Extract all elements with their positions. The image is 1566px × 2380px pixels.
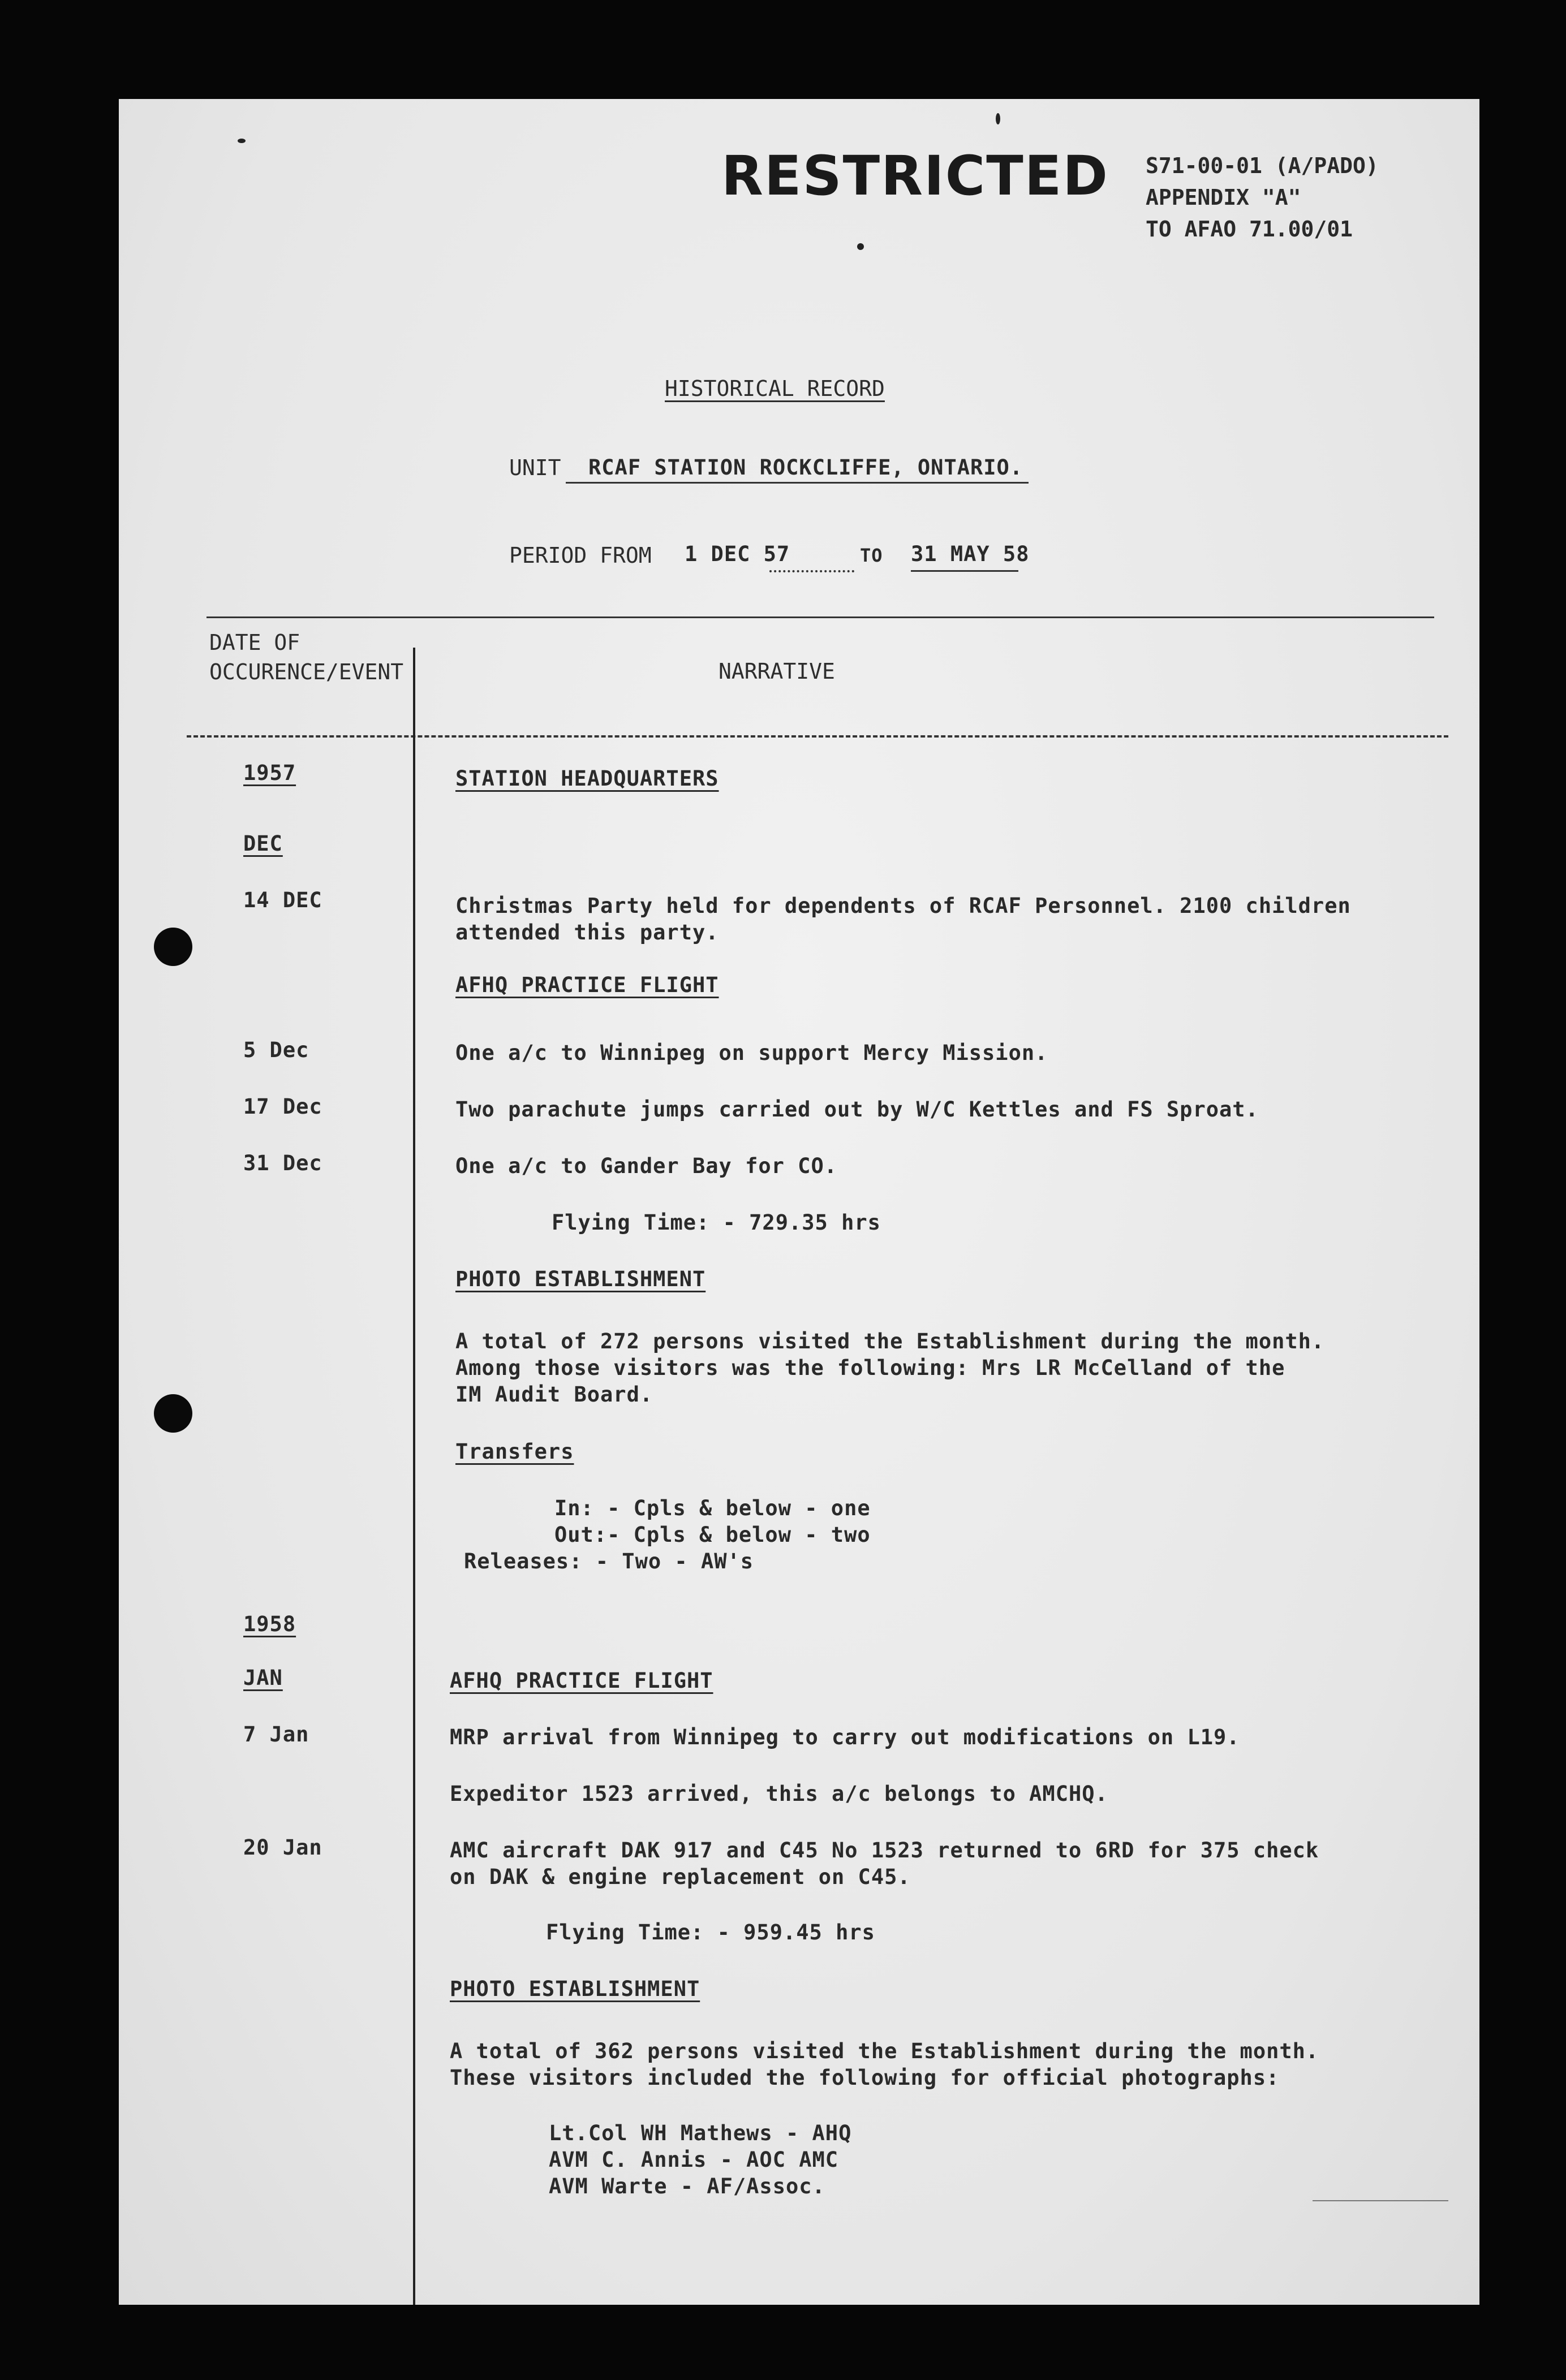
ref-line-3: TO AFAO 71.00/01 [1146, 217, 1353, 242]
visitors-line-2: Among those visitors was the following: Mrs LR McCelland of the [455, 1356, 1285, 1380]
period-from-underline [769, 570, 854, 572]
ink-speck [996, 113, 1000, 124]
period-from: 1 DEC 57 [685, 542, 790, 566]
document-page [119, 99, 1479, 2305]
flying-time-1: Flying Time: - 729.35 hrs [552, 1210, 881, 1235]
amc-aircraft-line-1: AMC aircraft DAK 917 and C45 No 1523 returned to 6RD for 375 check [450, 1838, 1319, 1862]
period-label: PERIOD FROM [509, 543, 652, 568]
section-photo-establishment-2: PHOTO ESTABLISHMENT [450, 1977, 700, 2001]
transfers-heading: Transfers [455, 1439, 574, 1464]
section-photo-establishment: PHOTO ESTABLISHMENT [455, 1267, 706, 1291]
visitor-person-2: AVM C. Annis - AOC AMC [549, 2148, 839, 2172]
visitors-2-line-2: These visitors included the following for official photographs: [450, 2066, 1280, 2090]
visitors-line-3: IM Audit Board. [455, 1382, 653, 1407]
visitors-2-line-1: A total of 362 persons visited the Establishment during the month. [450, 2039, 1319, 2063]
transfer-out: Out:- Cpls & below - two [554, 1523, 871, 1547]
table-top-rule [206, 616, 1434, 618]
visitor-person-3: AVM Warte - AF/Assoc. [549, 2174, 825, 2198]
column-divider [413, 648, 415, 2305]
period-to: 31 MAY 58 [911, 542, 1030, 566]
narrative-column-header: NARRATIVE [719, 659, 835, 684]
period-to-label: TO [860, 545, 883, 566]
visitors-line-1: A total of 272 persons visited the Establishment during the month. [455, 1329, 1325, 1353]
date-column-header [209, 628, 403, 687]
date-header-line-2: OCCURENCE/EVENT [209, 659, 404, 684]
unit-value: RCAF STATION ROCKCLIFFE, ONTARIO. [566, 455, 1029, 484]
visitor-person-1: Lt.Col WH Mathews - AHQ [549, 2121, 852, 2145]
classification-stamp: RESTRICTED [721, 144, 1109, 208]
section-afhq-practice-flight-2: AFHQ PRACTICE FLIGHT [450, 1668, 713, 1693]
date-14-dec: 14 DEC [243, 888, 322, 912]
month-dec: DEC [243, 831, 283, 856]
transfer-in: In: - Cpls & below - one [554, 1496, 871, 1520]
christmas-line-2: attended this party. [455, 920, 719, 945]
ref-line-1: S71-00-01 (A/PADO) [1146, 153, 1379, 178]
date-17-dec: 17 Dec [243, 1094, 322, 1119]
record-title: HISTORICAL RECORD [665, 376, 885, 401]
year-1957: 1957 [243, 761, 296, 785]
margin-mark [1313, 2200, 1448, 2201]
gander-bay: One a/c to Gander Bay for CO. [455, 1154, 838, 1178]
ref-line-2: APPENDIX "A" [1146, 185, 1301, 210]
section-afhq-practice-flight: AFHQ PRACTICE FLIGHT [455, 973, 719, 997]
date-5-dec: 5 Dec [243, 1038, 309, 1062]
ink-speck [238, 139, 246, 143]
table-header-rule [187, 735, 1448, 738]
christmas-line-1: Christmas Party held for dependents of RCAF Personnel. 2100 children [455, 894, 1351, 918]
date-header-line-1: DATE OF [209, 630, 300, 655]
unit-label: UNIT [509, 455, 561, 480]
mrp-arrival: MRP arrival from Winnipeg to carry out modifications on L19. [450, 1725, 1240, 1749]
reference-block [1146, 150, 1379, 245]
month-jan: JAN [243, 1666, 283, 1690]
ink-speck [857, 243, 864, 250]
flying-time-2: Flying Time: - 959.45 hrs [546, 1920, 875, 1944]
amc-aircraft-line-2: on DAK & engine replacement on C45. [450, 1865, 911, 1889]
date-31-dec: 31 Dec [243, 1151, 322, 1175]
date-7-jan: 7 Jan [243, 1722, 309, 1747]
expeditor-arrival: Expeditor 1523 arrived, this a/c belongs to AMCHQ. [450, 1782, 1108, 1806]
releases: Releases: - Two - AW's [464, 1549, 754, 1573]
punch-hole [154, 1394, 192, 1433]
year-1958: 1958 [243, 1612, 296, 1636]
section-station-hq: STATION HEADQUARTERS [455, 766, 719, 791]
mercy-mission: One a/c to Winnipeg on support Mercy Mission. [455, 1041, 1048, 1065]
period-to-underline [911, 570, 1018, 572]
date-20-jan: 20 Jan [243, 1835, 322, 1860]
punch-hole [154, 928, 192, 966]
parachute-jumps: Two parachute jumps carried out by W/C Kettles and FS Sproat. [455, 1097, 1259, 1122]
